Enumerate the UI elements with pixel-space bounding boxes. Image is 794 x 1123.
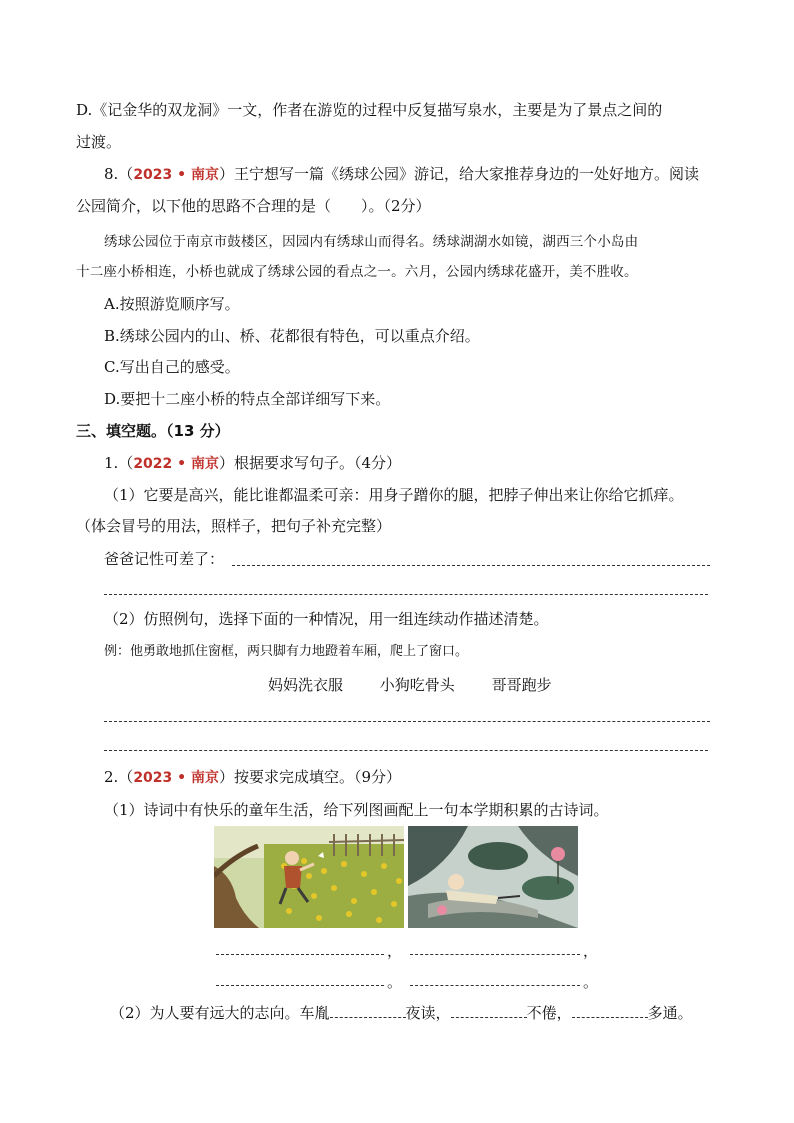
f2-sub2-part: （2）为人要有远大的志向。车胤: [110, 1004, 330, 1022]
period: 。: [583, 973, 599, 991]
fill-blank[interactable]: [572, 1003, 648, 1018]
q8-option-b: B.绣球公园内的山、桥、花都很有特色，可以重点介绍。: [104, 327, 480, 345]
answer-line[interactable]: [104, 750, 708, 751]
comma: ，: [387, 942, 403, 960]
poem-answer-line[interactable]: [410, 985, 580, 986]
f2-stem: [104, 767, 754, 788]
park-intro-line2: 十二座小桥相连，小桥也就成了绣球公园的看点之一。六月，公园内绣球花盛开，美不胜收。: [76, 264, 638, 280]
f1-sub1-line2: （体会冒号的用法，照样子，把句子补充完整）: [76, 517, 392, 535]
f1-sub1-line1: （1）它要是高兴，能比谁都温柔可亲：用身子蹭你的腿，把脖子伸出来让你给它抓痒。: [104, 486, 684, 504]
f1-stem-text: ）根据要求写句子。（4分）: [218, 454, 402, 472]
q8-option-d: D.要把十二座小桥的特点全部详细写下来。: [104, 390, 391, 408]
f2-sub2: [110, 1003, 730, 1023]
activity-option: 哥哥跑步: [491, 676, 552, 694]
q7-option-d-line2: 过渡。: [76, 133, 122, 151]
f2-sub2-part: 夜读，: [405, 1004, 451, 1022]
fill-blank[interactable]: [330, 1003, 406, 1018]
f2-sub2-part: 多通。: [647, 1004, 693, 1022]
f1-example: 例：他勇敢地抓住窗框，两只脚有力地蹬着车厢，爬上了窗口。: [104, 644, 469, 659]
section-title: 三、填空题。（13 分）: [76, 422, 230, 440]
illustration-child-lotus-pond: [408, 826, 578, 928]
q8-option-c: C.写出自己的感受。: [104, 358, 240, 376]
answer-line[interactable]: [104, 721, 710, 722]
q8-stem-text: ）王宁想写一篇《绣球公园》游记，给大家推荐身边的一处好地方。阅读: [218, 165, 699, 183]
comma: ，: [583, 942, 599, 960]
q8-source-tag: 2023 • 南京: [133, 167, 219, 183]
poem-answer-line[interactable]: [216, 985, 384, 986]
f1-number: 1.（: [104, 454, 134, 472]
answer-line[interactable]: [232, 565, 710, 566]
f2-source-tag: 2023 • 南京: [133, 770, 219, 786]
period: 。: [387, 973, 403, 991]
fill-blank[interactable]: [451, 1003, 527, 1018]
f2-sub1: （1）诗词中有快乐的童年生活，给下列图画配上一句本学期积累的古诗词。: [104, 801, 609, 819]
poem-answer-line[interactable]: [216, 954, 384, 955]
q8-number: 8.（: [104, 165, 134, 183]
f2-sub2-part: 不倦，: [526, 1004, 572, 1022]
poem-answer-line[interactable]: [410, 954, 580, 955]
illustration-child-chasing-butterfly: [214, 826, 404, 928]
f2-stem-text: ）按要求完成填空。（9分）: [218, 768, 402, 786]
answer-line[interactable]: [104, 594, 708, 595]
f1-prompt: 爸爸记性可差了：: [104, 550, 225, 568]
q8-option-a: A.按照游览顺序写。: [104, 295, 240, 313]
activity-option: 妈妈洗衣服: [268, 676, 344, 694]
f1-sub2: （2）仿照例句，选择下面的一种情况，用一组连续动作描述清楚。: [104, 610, 549, 628]
f2-number: 2.（: [104, 768, 134, 786]
q8-stem-line1: [104, 164, 754, 185]
f1-source-tag: 2022 • 南京: [133, 456, 219, 472]
f1-stem: [104, 453, 754, 474]
q8-stem-line2: 公园简介，以下他的思路不合理的是（ ）。（2分）: [76, 197, 431, 215]
activity-option: 小狗吃骨头: [379, 676, 455, 694]
park-intro-line1: 绣球公园位于南京市鼓楼区，因园内有绣球山而得名。绣球湖湖水如镜，湖西三个小岛由: [104, 234, 639, 250]
activity-options: [268, 674, 584, 695]
q7-option-d-line1: D.《记金华的双龙洞》一文，作者在游览的过程中反复描写泉水，主要是为了景点之间的: [76, 101, 663, 119]
